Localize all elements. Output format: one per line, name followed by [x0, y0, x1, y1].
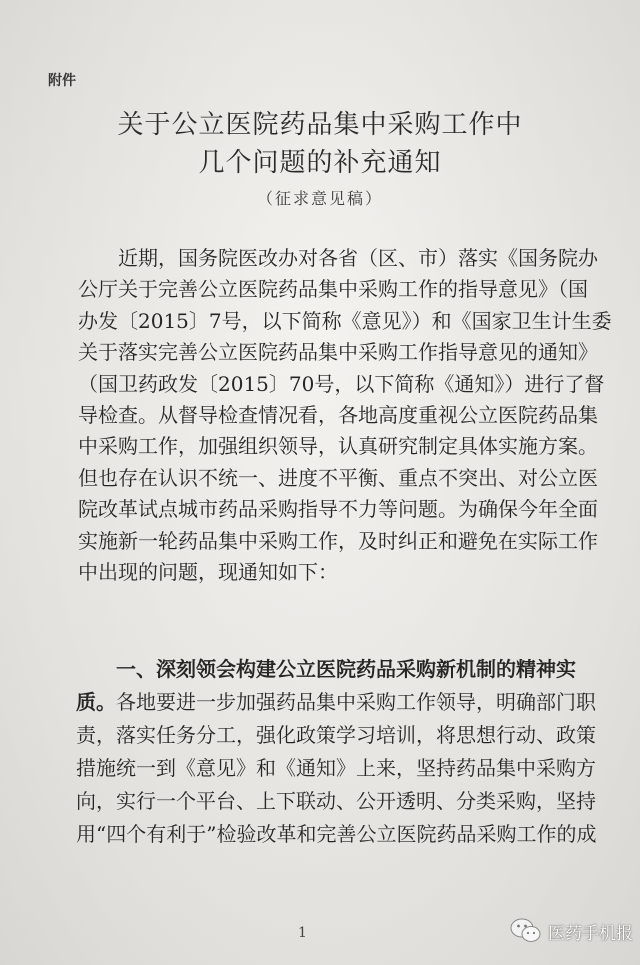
section-heading: 一、深刻领会构建公立医院药品采购新机制的精神实: [116, 657, 576, 681]
paragraph-line: （国卫药政发〔2015〕70号，以下简称《通知》）进行了督: [78, 371, 605, 396]
section-heading-line: [76, 653, 616, 686]
paragraph-line: 措施统一到《意见》和《通知》上来，坚持药品集中采购方: [76, 756, 596, 780]
draft-subtitle: （征求意见稿）: [256, 189, 383, 208]
paragraph-line: 导检查。从督导检查情况看，各地高度重视公立医院药品集: [78, 403, 598, 428]
document-title-line2: 几个问题的补充通知: [198, 148, 442, 178]
watermark: [510, 917, 633, 945]
wechat-icon: [510, 917, 542, 945]
attachment-label: 附件: [48, 73, 76, 89]
paragraph-line: 但也存在认识不统一、进度不平衡、重点不突出、对公立医: [78, 465, 598, 490]
paragraph-line: 实施新一轮药品集中采购工作，及时纠正和避免在实际工作: [78, 528, 598, 553]
paragraph-line: 中出现的问题，现通知如下：: [78, 560, 338, 585]
watermark-text: 医药手机报: [548, 923, 633, 944]
paragraph-line: 质。各地要进一步加强药品集中采购工作领导，明确部门职: [76, 690, 596, 714]
paragraph-line: 公厅关于完善公立医院药品集中采购工作的指导意见》（国: [78, 277, 588, 302]
section-one: [76, 653, 616, 851]
intro-paragraph: [78, 243, 613, 588]
paragraph-line: 近期，国务院医改办对各省（区、市）落实《国务院办: [118, 246, 598, 270]
paragraph-line: 办发〔2015〕7号，以下简称《意见》）和《国家卫生计生委: [78, 308, 612, 333]
paragraph-line: 用“四个有利于”检验改革和完善公立医院药品采购工作的成: [76, 822, 597, 846]
paragraph-line: 责，落实任务分工，强化政策学习培训，将思想行动、政策: [76, 723, 596, 747]
document-title-line1: 关于公立医院药品集中采购工作中: [117, 110, 523, 140]
paragraph-line: 关于落实完善公立医院药品集中采购工作指导意见的通知》: [78, 340, 598, 365]
paragraph-line: 中采购工作，加强组织领导，认真研究制定具体实施方案。: [78, 434, 598, 459]
paragraph-line: 向，实行一个平台、上下联动、公开透明、分类采购，坚持: [76, 789, 596, 813]
paragraph-line: 院改革试点城市药品采购指导不力等问题。为确保今年全面: [78, 497, 598, 522]
page-number: 1: [298, 925, 307, 941]
section-heading-end: 质。: [76, 690, 116, 714]
